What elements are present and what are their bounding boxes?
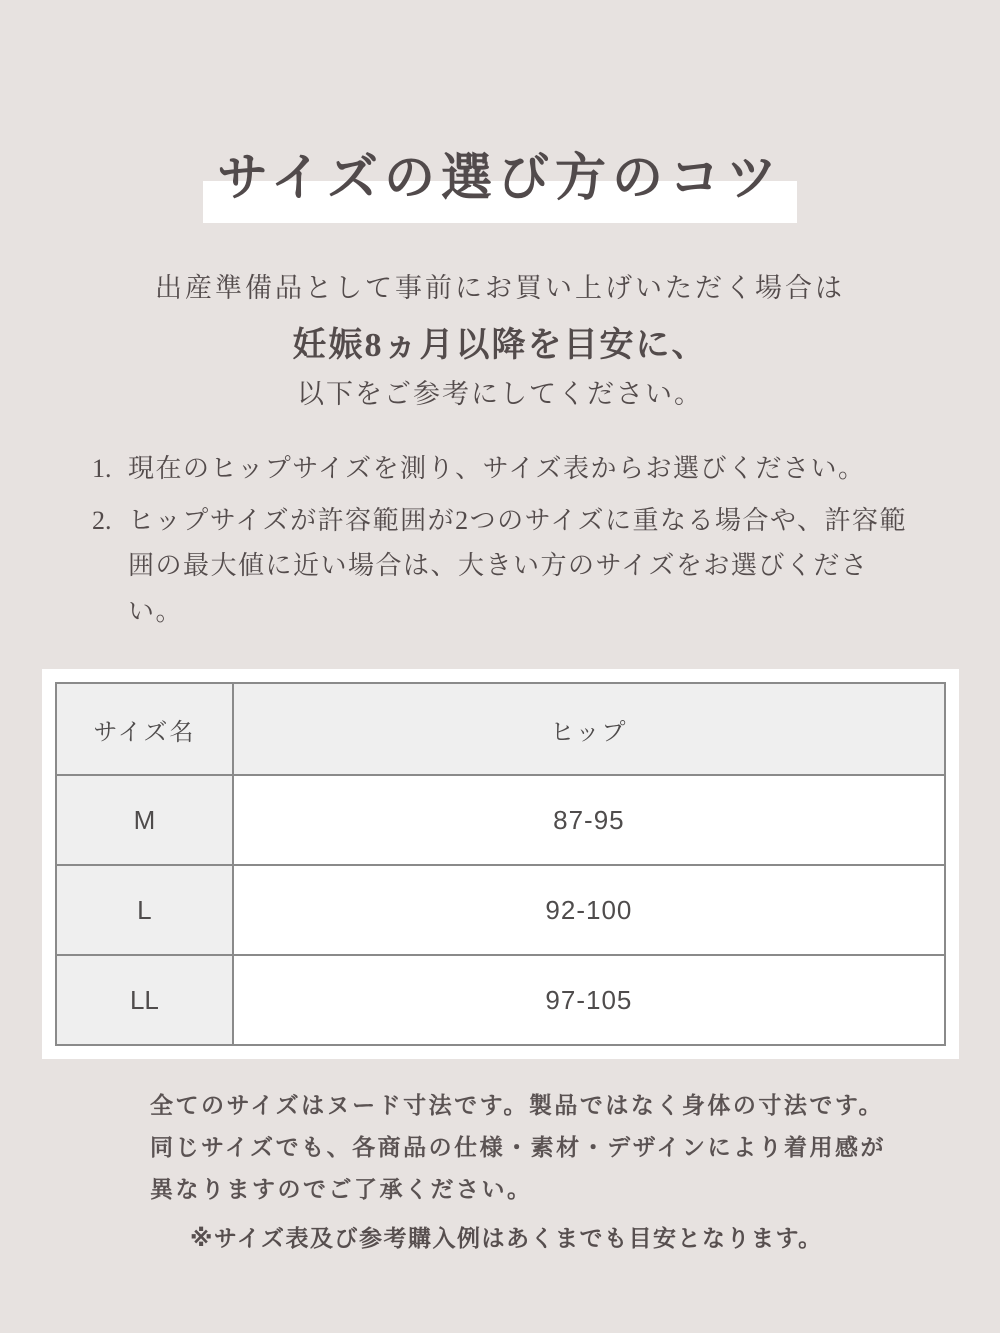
step-item-2 bbox=[92, 498, 914, 635]
note-line-3: 異なりますのでご了承ください。 bbox=[150, 1175, 533, 1202]
size-label-l: L bbox=[56, 865, 234, 955]
hip-range-ll: 97-105 bbox=[233, 955, 944, 1045]
note-line-1: 全てのサイズはヌード寸法です。製品ではなく身体の寸法です。 bbox=[150, 1092, 884, 1119]
step-number: 1. bbox=[92, 454, 112, 484]
intro-line-1: 出産準備品として事前にお買い上げいただく場合は bbox=[155, 272, 845, 303]
intro-paragraph bbox=[0, 271, 1000, 412]
page-title-text: サイズの選び方のコツ bbox=[203, 151, 797, 223]
size-table-header-hip: ヒップ bbox=[233, 683, 944, 775]
page-title bbox=[203, 150, 797, 209]
step-list bbox=[92, 446, 914, 634]
note-line-2: 同じサイズでも、各商品の仕様・素材・デザインにより着用感が bbox=[150, 1133, 887, 1160]
table-row bbox=[56, 775, 945, 865]
step-item-1 bbox=[92, 446, 914, 492]
size-label-ll: LL bbox=[56, 955, 234, 1045]
size-label-m: M bbox=[56, 775, 234, 865]
size-disclaimer: ※サイズ表及び参考購入例はあくまでも目安となります。 bbox=[190, 1224, 823, 1251]
hip-range-m: 87-95 bbox=[233, 775, 944, 865]
size-table-card bbox=[42, 669, 959, 1059]
step-text: 現在のヒップサイズを測り、サイズ表からお選びください。 bbox=[128, 454, 866, 484]
size-table-header-size-name: サイズ名 bbox=[56, 683, 234, 775]
step-text: ヒップサイズが許容範囲が2つのサイズに重なる場合や、許容範囲の最大値に近い場合は、大きい方のサイズをお選びください。 bbox=[128, 505, 908, 626]
measurement-notes bbox=[150, 1085, 1000, 1211]
intro-line-2-emphasis: 妊娠8ヵ月以降を目安に、 bbox=[292, 326, 708, 364]
size-table bbox=[55, 682, 946, 1046]
hip-range-l: 92-100 bbox=[233, 865, 944, 955]
size-table-header-row bbox=[56, 683, 945, 775]
title-section bbox=[0, 0, 1000, 209]
intro-line-3: 以下をご参考にしてください。 bbox=[297, 378, 703, 409]
table-row bbox=[56, 955, 945, 1045]
step-number: 2. bbox=[92, 505, 112, 535]
table-row bbox=[56, 865, 945, 955]
